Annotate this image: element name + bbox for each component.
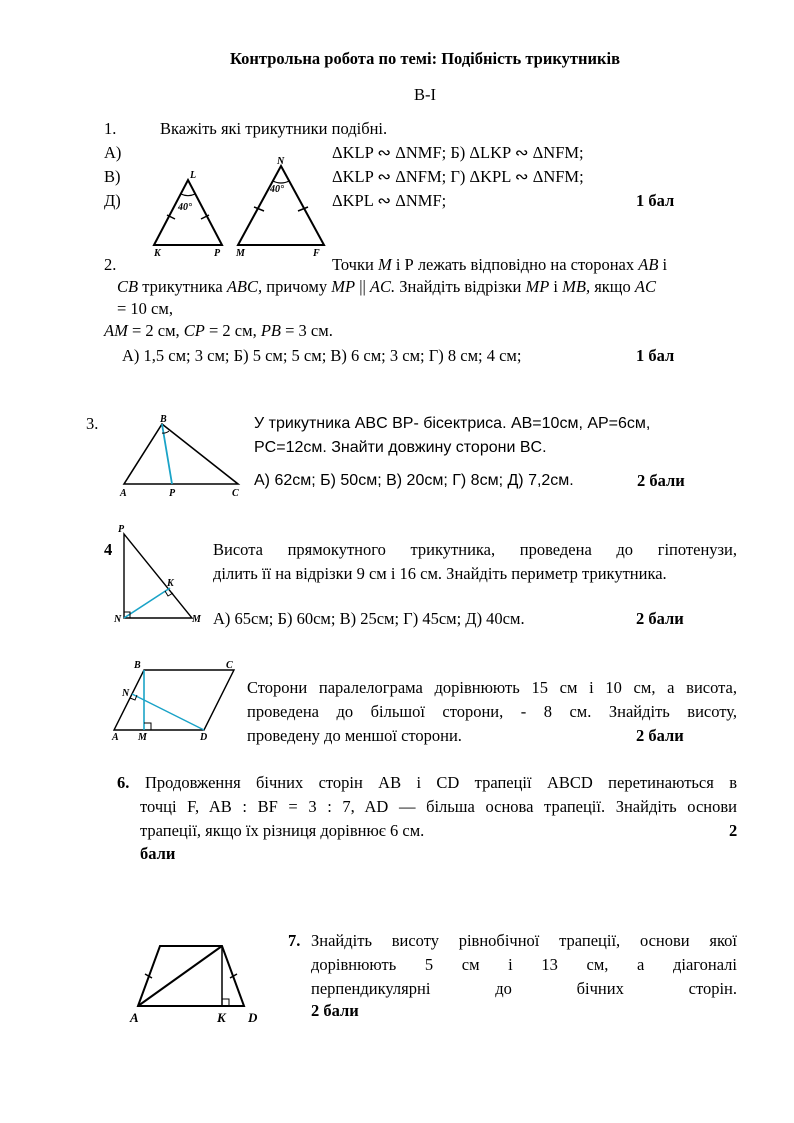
q2-text-part: і (549, 277, 563, 296)
label-k: K (167, 578, 174, 589)
q2-line-1 (332, 254, 667, 276)
q7-number: 7. (288, 931, 301, 950)
label-n: N (122, 688, 130, 699)
q6-points-word: бали (140, 844, 176, 863)
q7-points: 2 бали (311, 1001, 359, 1020)
label-p: P (214, 248, 221, 259)
q2-text-part: Знайдіть відрізки (395, 277, 526, 296)
q1-option-label-a: А) (104, 143, 122, 162)
angle-arc-l (181, 194, 195, 196)
q2-text-part: = 2 см, (204, 321, 261, 340)
q4-number: 4 (104, 540, 113, 559)
q2-text-part: і Р лежать відповідно на сторонах (391, 255, 639, 274)
right-angle-m (144, 723, 151, 730)
q2-var-pb: PB (260, 321, 281, 340)
label-b: B (160, 414, 167, 425)
q7-line-3: перпендикулярні до бічних сторін. (311, 979, 737, 998)
label-c: C (226, 660, 233, 671)
label-f: F (313, 248, 320, 259)
q4-points: 2 бали (636, 609, 684, 628)
q1-triangles-figure (140, 152, 330, 262)
label-m: M (138, 732, 147, 743)
q2-line-2 (117, 276, 656, 298)
q2-text-part: і (658, 255, 668, 274)
label-k: K (217, 1010, 226, 1025)
q2-text-part: якщо (590, 277, 635, 296)
q1-options-row-1: ΔKLP ∾ ΔNMF; Б) ΔLKP ∾ ΔNFM; (332, 143, 584, 162)
right-angle-k (165, 591, 173, 596)
q2-text-part: трикутника (138, 277, 227, 296)
page-title: Контрольна робота по темі: Подібність трикутників (230, 49, 620, 68)
q2-var-mp: MP (525, 277, 550, 296)
q3-triangle-figure (114, 412, 254, 502)
q6-line-2: точці F, AB : BF = 3 : 7, AD — більша основа трапеції. Знайдіть основи (140, 797, 737, 816)
q2-var-abc: ABC, (226, 277, 263, 296)
triangle-abc (124, 424, 238, 484)
triangle-nmf (238, 166, 324, 245)
q3-line-2: PC=12см. Знайти довжину сторони BC. (254, 439, 547, 456)
label-l: L (190, 170, 197, 181)
label-m: M (236, 248, 245, 259)
q2-number: 2. (104, 255, 117, 274)
q1-number: 1. (104, 119, 117, 138)
q1-points: 1 бал (636, 191, 675, 210)
label-a: A (120, 488, 127, 499)
q2-line-3: = 10 см, (117, 299, 173, 318)
label-c: C (232, 488, 239, 499)
q5-line-1: Сторони паралелограма дорівнюють 15 см і 10 см, а висота, (247, 678, 737, 697)
label-n: N (114, 614, 122, 625)
q6-line-1: Продовження бічних сторін AB і CD трапеції ABCD перетинаються в (145, 773, 737, 792)
q2-text-part: || (355, 277, 370, 296)
q2-text-part: причому (262, 277, 332, 296)
q6-points-number: 2 (729, 821, 738, 840)
q3-options: А) 62см; Б) 50см; В) 20см; Г) 8см; Д) 7,2см. (254, 472, 574, 489)
q3-number: 3. (86, 414, 99, 433)
q2-text-part: Точки (332, 255, 378, 274)
variant-label: В-І (414, 85, 436, 104)
angle-arc-n (273, 181, 289, 183)
q7-trapezoid-figure (124, 936, 280, 1030)
q7-line-1: Знайдіть висоту рівнобічної трапеції, основи якої (311, 931, 737, 950)
q5-parallelogram-figure (112, 660, 246, 746)
q5-line-3: проведену до меншої сторони. (247, 726, 462, 745)
q1-option-label-d: Д) (104, 191, 121, 210)
label-p: P (169, 488, 176, 499)
triangle-pnm (124, 534, 192, 618)
angle-label-l: 40° (178, 202, 192, 213)
altitude-nk (124, 588, 170, 618)
label-d: D (200, 732, 208, 743)
q4-triangle-figure (114, 524, 210, 628)
q2-var-ac: AC (634, 277, 656, 296)
q3-line-1: У трикутника ABC BP- бісектриса. AB=10см, AP=6см, (254, 415, 651, 432)
q1-options-row-3: ΔKPL ∾ ΔNMF; (332, 191, 447, 210)
q4-line-1: Висота прямокутного трикутника, проведена до гіпотенузи, (213, 540, 737, 559)
q4-line-2: ділить її на відрізки 9 см і 16 см. Знайдіть периметр трикутника. (213, 564, 667, 583)
label-m: M (192, 614, 201, 625)
q2-var-ab: AB (638, 255, 659, 274)
angle-label-n: 40° (270, 184, 284, 195)
q2-line-4 (104, 320, 333, 342)
q2-var-am: AM (104, 321, 128, 340)
label-n: N (277, 156, 285, 167)
right-angle-k (222, 999, 229, 1006)
diagonal-ac (138, 946, 222, 1006)
q5-line-2: проведена до більшої сторони, - 8 см. Знайдіть висоту, (247, 702, 737, 721)
q2-points: 1 бал (636, 346, 675, 365)
q2-var-mp: MP (331, 277, 356, 296)
q2-var-m: M (377, 255, 392, 274)
q5-points: 2 бали (636, 726, 684, 745)
q6-line-3: трапеції, якщо їх різниця дорівнює 6 см. (140, 821, 425, 840)
label-b: B (134, 660, 141, 671)
label-p: P (118, 524, 125, 535)
q1-text: Вкажіть які трикутники подібні. (160, 119, 388, 138)
q2-var-ac: AC. (369, 277, 396, 296)
q2-text-part: = 2 см, (127, 321, 184, 340)
parallelogram-abcd (114, 670, 234, 730)
label-d: D (248, 1010, 258, 1025)
q2-text-part: = 3 см. (281, 321, 333, 340)
q6-number: 6. (117, 773, 130, 792)
q2-options: А) 1,5 см; 3 см; Б) 5 см; 5 см; В) 6 см; 3 см; Г) 8 см; 4 см; (122, 346, 522, 365)
q4-options: А) 65см; Б) 60см; В) 25см; Г) 45см; Д) 40см. (213, 609, 525, 628)
q3-points: 2 бали (637, 471, 685, 490)
q1-option-label-b: В) (104, 167, 121, 186)
trapezoid-abcd (138, 946, 244, 1006)
q1-options-row-2: ΔKLP ∾ ΔNFM; Г) ΔKPL ∾ ΔNFM; (332, 167, 584, 186)
height-dn (132, 694, 204, 730)
q2-var-cp: CP (183, 321, 205, 340)
label-k: K (154, 248, 161, 259)
q2-var-mb: MB, (562, 277, 591, 296)
q2-var-cb: CB (117, 277, 139, 296)
label-a: A (112, 732, 119, 743)
q7-line-2: дорівнюють 5 см і 13 см, а діагоналі (311, 955, 737, 974)
label-a: A (130, 1010, 139, 1025)
